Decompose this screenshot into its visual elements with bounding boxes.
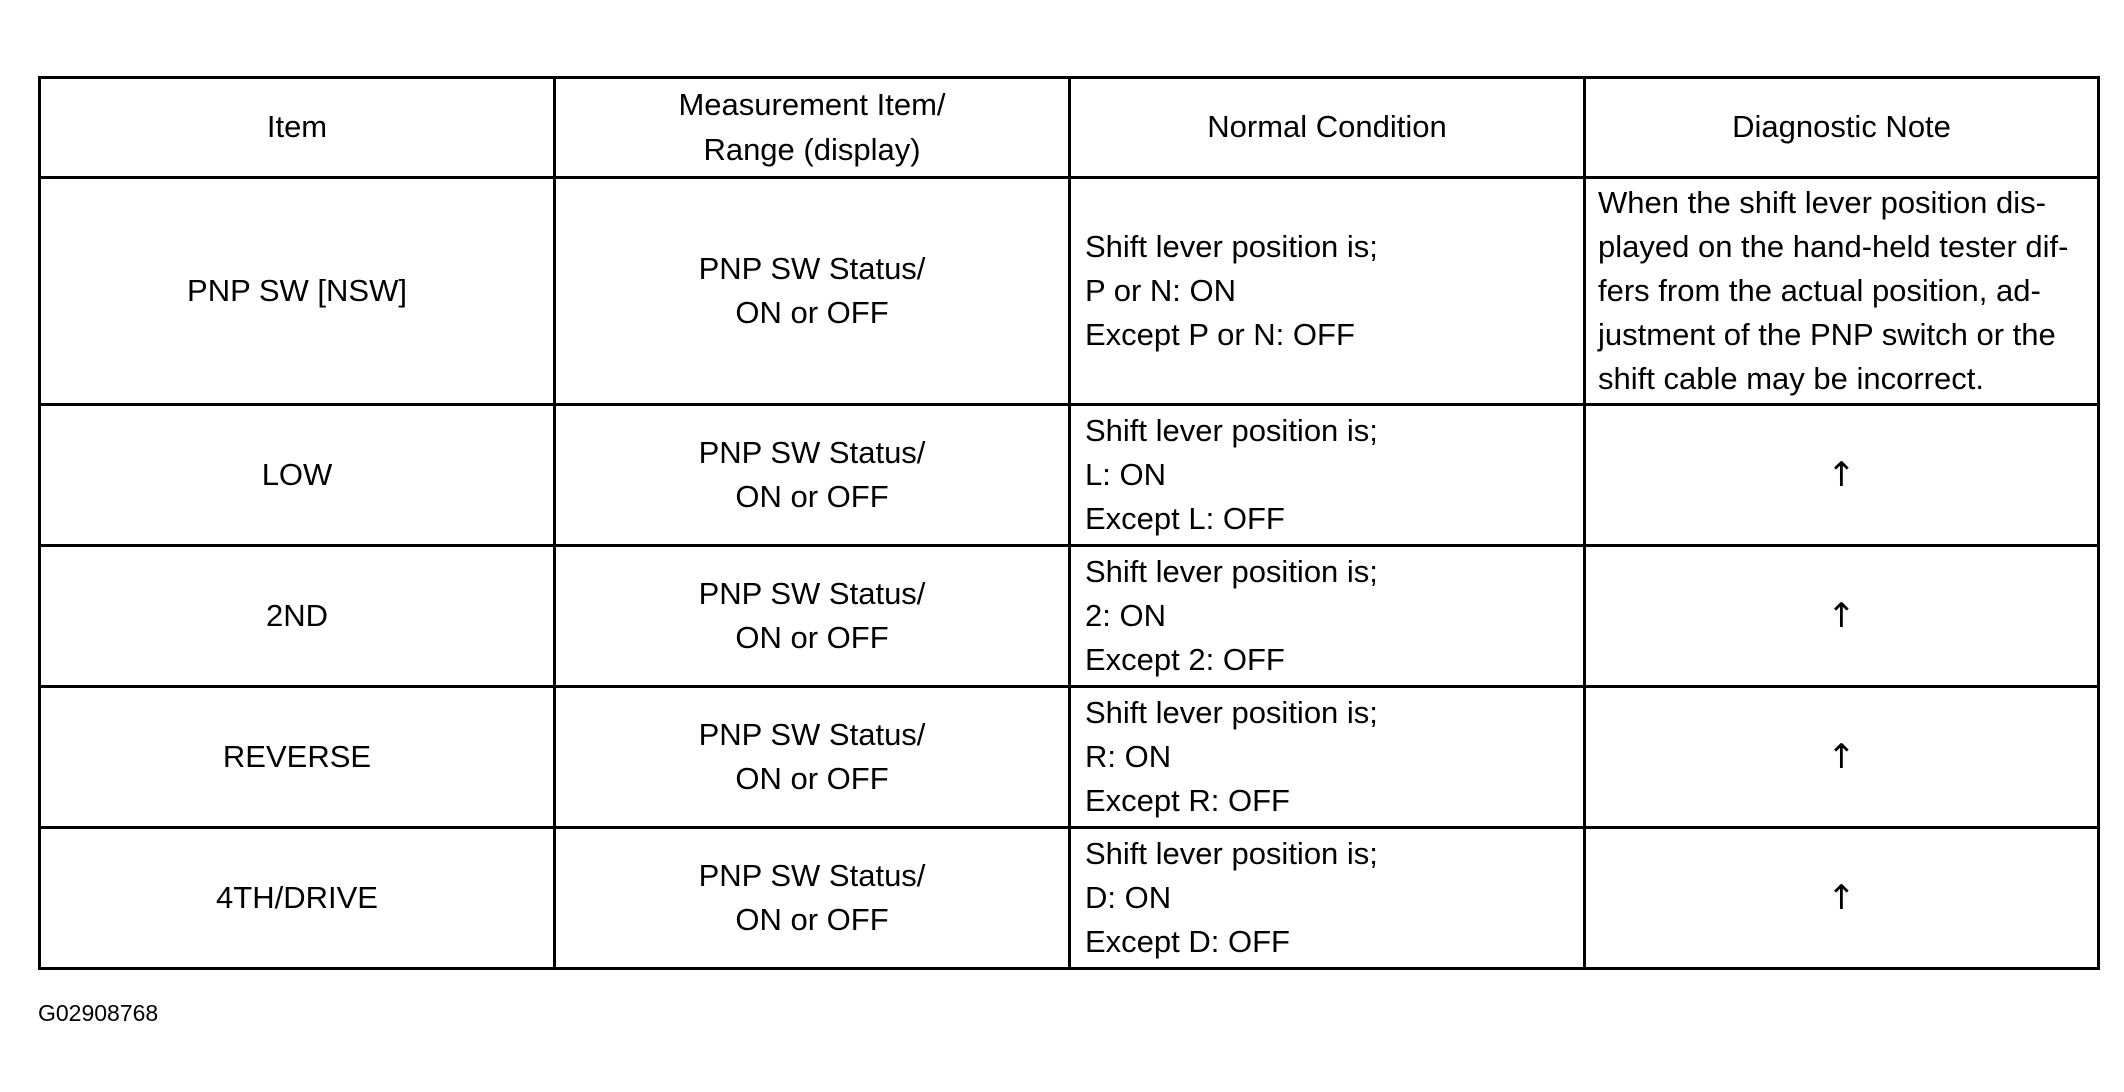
item-label: PNP SW [NSW] xyxy=(187,272,407,308)
up-arrow-icon: ↑ xyxy=(1827,736,1856,777)
cell-normal-condition xyxy=(1070,178,1585,405)
normal-condition-line: Shift lever position is; xyxy=(1085,553,1378,589)
normal-condition-line: Shift lever position is; xyxy=(1085,835,1378,871)
header-diagnostic-note-label: Diagnostic Note xyxy=(1732,109,1951,145)
header-measurement xyxy=(555,78,1070,178)
cell-measurement xyxy=(555,178,1070,405)
header-normal-condition-label: Normal Condition xyxy=(1207,109,1447,145)
item-label: REVERSE xyxy=(222,738,372,774)
cell-measurement xyxy=(555,405,1070,546)
table-row xyxy=(40,546,2099,687)
cell-diagnostic-note xyxy=(1585,178,2099,405)
header-item xyxy=(40,78,555,178)
measurement-line: PNP SW Status/ xyxy=(698,434,926,470)
cell-item xyxy=(40,546,555,687)
measurement-line: PNP SW Status/ xyxy=(698,250,926,286)
up-arrow-icon: ↑ xyxy=(1827,595,1856,636)
cell-normal-condition xyxy=(1070,687,1585,828)
cell-diagnostic-note xyxy=(1585,687,2099,828)
cell-item xyxy=(40,405,555,546)
measurement-line: PNP SW Status/ xyxy=(698,857,926,893)
measurement-line: ON or OFF xyxy=(735,761,889,796)
item-label: 4TH/DRIVE xyxy=(216,879,378,915)
header-measurement-line: Measurement Item/ xyxy=(678,87,946,123)
figure-id: G02908768 xyxy=(38,1000,159,1026)
cell-item xyxy=(40,687,555,828)
table-row xyxy=(40,828,2099,969)
header-diagnostic-note xyxy=(1585,78,2099,178)
header-normal-condition xyxy=(1070,78,1585,178)
table-row xyxy=(40,178,2099,405)
diagnostic-note-line: fers from the actual position, ad- xyxy=(1598,272,2041,308)
diagnostic-note-line: shift cable may be incorrect. xyxy=(1598,361,1984,397)
cell-normal-condition xyxy=(1070,546,1585,687)
measurement-line: ON or OFF xyxy=(735,902,889,937)
normal-condition-line: Except R: OFF xyxy=(1085,783,1290,818)
header-measurement-line: Range (display) xyxy=(703,131,921,167)
up-arrow-icon: ↑ xyxy=(1827,877,1856,918)
cell-diagnostic-note xyxy=(1585,405,2099,546)
up-arrow-icon: ↑ xyxy=(1827,454,1856,495)
table-row xyxy=(40,687,2099,828)
cell-diagnostic-note xyxy=(1585,828,2099,969)
normal-condition-line: Except P or N: OFF xyxy=(1085,317,1355,352)
diagnostic-note-line: justment of the PNP switch or the xyxy=(1598,317,2056,352)
cell-measurement xyxy=(555,687,1070,828)
normal-condition-line: L: ON xyxy=(1085,456,1166,492)
header-row xyxy=(40,78,2099,178)
item-label: 2ND xyxy=(265,597,328,633)
normal-condition-line: Except D: OFF xyxy=(1085,924,1290,959)
cell-normal-condition xyxy=(1070,828,1585,969)
cell-diagnostic-note xyxy=(1585,546,2099,687)
normal-condition-line: P or N: ON xyxy=(1085,272,1237,308)
normal-condition-line: Shift lever position is; xyxy=(1085,694,1378,730)
normal-condition-line: Shift lever position is; xyxy=(1085,228,1378,264)
measurement-line: ON or OFF xyxy=(735,295,889,330)
cell-measurement xyxy=(555,828,1070,969)
cell-item xyxy=(40,828,555,969)
diagnostic-table xyxy=(38,76,2100,970)
normal-condition-line: Shift lever position is; xyxy=(1085,412,1378,448)
item-label: LOW xyxy=(261,456,333,492)
normal-condition-line: D: ON xyxy=(1085,879,1172,915)
header-item-label: Item xyxy=(266,109,328,145)
table-row xyxy=(40,405,2099,546)
normal-condition-line: Except L: OFF xyxy=(1085,501,1285,536)
diagnostic-note-line: When the shift lever position dis- xyxy=(1598,184,2046,220)
normal-condition-line: R: ON xyxy=(1085,738,1172,774)
normal-condition-line: 2: ON xyxy=(1085,597,1166,633)
cell-normal-condition xyxy=(1070,405,1585,546)
measurement-line: ON or OFF xyxy=(735,479,889,514)
measurement-line: PNP SW Status/ xyxy=(698,575,926,611)
diagnostic-note-line: played on the hand-held tester dif- xyxy=(1598,228,2069,264)
cell-item xyxy=(40,178,555,405)
measurement-line: PNP SW Status/ xyxy=(698,716,926,752)
normal-condition-line: Except 2: OFF xyxy=(1085,642,1285,677)
measurement-line: ON or OFF xyxy=(735,620,889,655)
cell-measurement xyxy=(555,546,1070,687)
